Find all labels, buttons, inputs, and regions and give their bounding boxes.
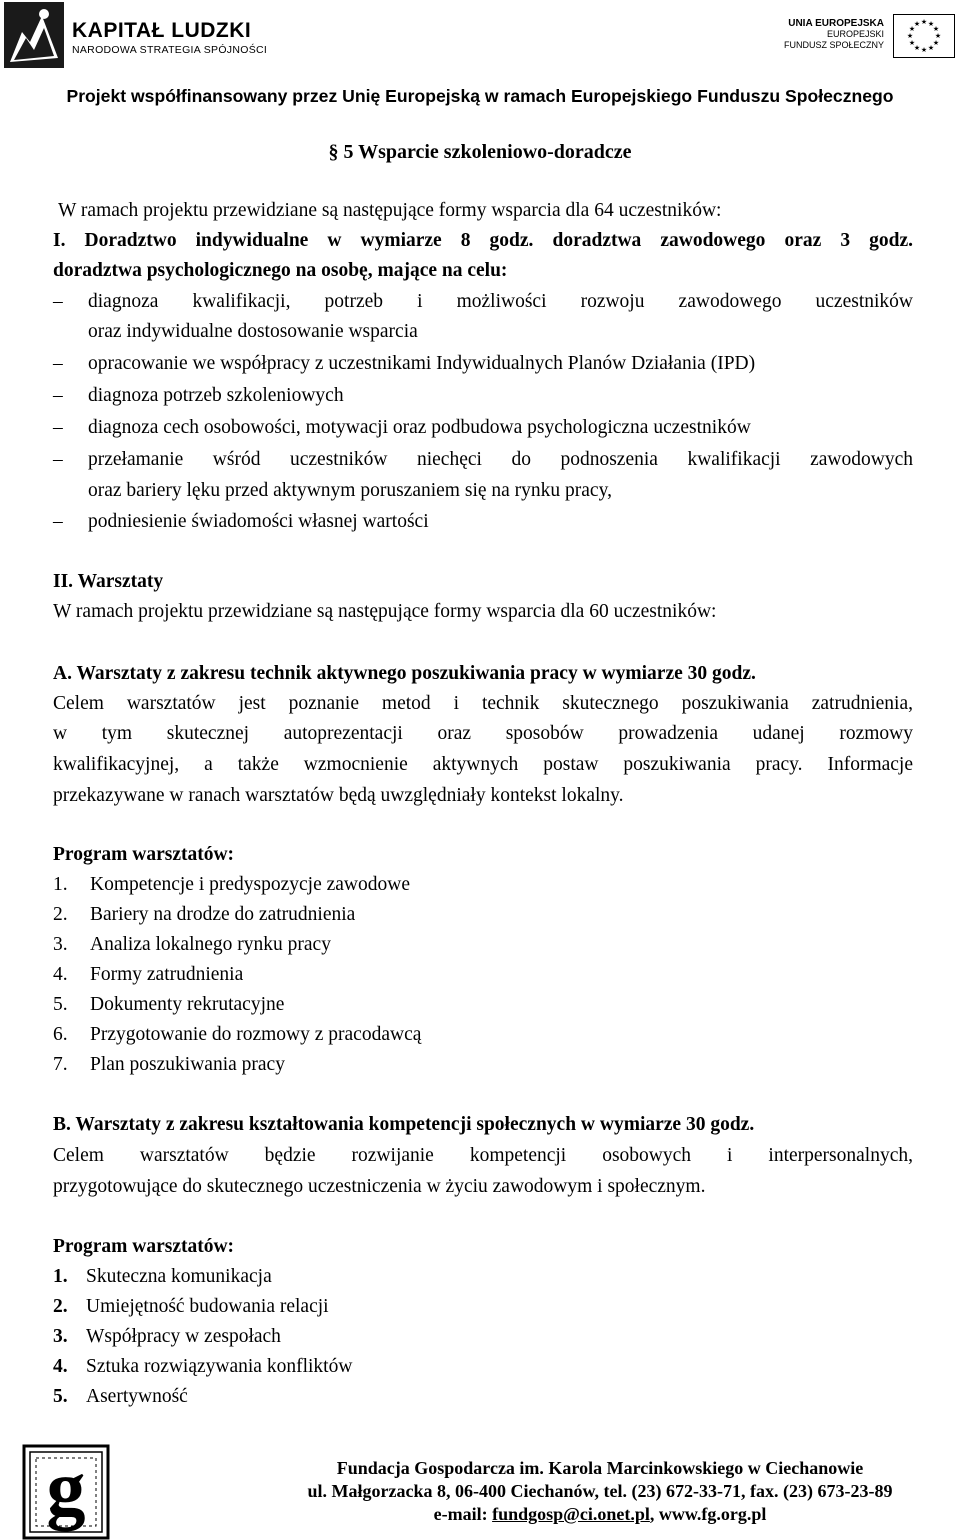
dash-bullet: – [53, 353, 63, 374]
program-a-num: 6. [53, 1024, 68, 1045]
kapital-ludzki-logo [4, 2, 64, 68]
workshop-a-para-line2: w tym skutecznej autoprezentacji oraz sposobów prowadzenia udanej rozmowy [53, 723, 913, 744]
program-b-item: Skuteczna komunikacja [86, 1266, 272, 1287]
workshop-a-program-title: Program warsztatów: [53, 844, 235, 865]
part2-heading: II. Warsztaty [53, 571, 164, 592]
workshop-b-heading: B. Warsztaty z zakresu kształtowania kompetencji społecznych w wymiarze 30 godz. [53, 1114, 755, 1135]
svg-text:★: ★ [913, 44, 921, 52]
program-b-num: 5. [53, 1386, 68, 1407]
workshop-a-para-line1: Celem warsztatów jest poznanie metod i technik skutecznego poszukiwania zatrudnienia, [53, 693, 913, 714]
kapital-ludzki-subtitle: NARODOWA STRATEGIA SPÓJNOŚCI [72, 44, 268, 56]
program-a-item: Analiza lokalnego rynku pracy [90, 934, 331, 955]
program-a-item: Formy zatrudnienia [90, 964, 244, 985]
workshop-b-program-title: Program warsztatów: [53, 1236, 235, 1257]
dash-bullet: – [53, 417, 63, 438]
svg-text:★: ★ [913, 20, 921, 28]
part1-heading-line1: I. Doradztwo indywidualne w wymiarze 8 godz. doradztwa zawodowego oraz 3 godz. [53, 230, 913, 251]
footer-address: ul. Małgorzacka 8, 06-400 Ciechanów, tel. (23) 672-33-71, fax. (23) 673-23-89 [307, 1481, 893, 1501]
project-cofinancing-line: Projekt współfinansowany przez Unię Europejską w ramach Europejskiego Funduszu Społecznego [66, 86, 894, 106]
part1-item-6: podniesienie świadomości własnej wartości [88, 511, 429, 532]
kapital-ludzki-title: KAPITAŁ LUDZKI [72, 19, 252, 42]
dash-bullet: – [53, 511, 63, 532]
footer-web-link[interactable]: www.fg.org.pl [658, 1504, 767, 1524]
program-b-num: 4. [53, 1356, 68, 1377]
part1-item-5-line2: oraz bariery lęku przed aktywnym poruszaniem się na rynku pracy, [88, 480, 612, 501]
program-b-num: 1. [53, 1266, 68, 1287]
part1-heading-line2: doradztwa psychologicznego na osobę, mające na celu: [53, 260, 508, 281]
footer-separator: , [649, 1504, 659, 1524]
program-a-item: Przygotowanie do rozmowy z pracodawcą [90, 1024, 422, 1045]
svg-text:★: ★ [927, 20, 935, 28]
workshop-b-para-line2: przygotowujące do skutecznego uczestniczenia w życiu zawodowym i społecznym. [53, 1176, 706, 1197]
program-a-item: Kompetencje i predyspozycje zawodowe [90, 874, 410, 895]
svg-text:★: ★ [920, 18, 928, 26]
eu-flag-icon [893, 14, 955, 58]
footer-contact [240, 1503, 960, 1525]
svg-text:★: ★ [932, 25, 940, 33]
program-a-num: 3. [53, 934, 68, 955]
svg-text:★: ★ [908, 25, 916, 33]
program-a-num: 1. [53, 874, 68, 895]
workshop-b-para-line1: Celem warsztatów będzie rozwijanie kompetencji osobowych i interpersonalnych, [53, 1145, 913, 1166]
part1-item-1-line1: diagnoza kwalifikacji, potrzeb i możliwości rozwoju zawodowego uczestników [88, 291, 913, 312]
eu-line2: EUROPEJSKI [826, 29, 884, 39]
svg-text:★: ★ [932, 39, 940, 47]
part1-item-4: diagnoza cech osobowości, motywacji oraz podbudowa psychologiczna uczestników [88, 417, 751, 438]
program-b-item: Sztuka rozwiązywania konfliktów [86, 1356, 353, 1377]
dash-bullet: – [53, 291, 63, 312]
workshop-a-heading: A. Warsztaty z zakresu technik aktywnego poszukiwania pracy w wymiarze 30 godz. [53, 663, 756, 684]
program-a-num: 2. [53, 904, 68, 925]
workshop-a-para-line3: kwalifikacyjnej, a także wzmocnienie aktywnych postaw poszukiwania pracy. Informacje [53, 754, 913, 775]
program-b-item: Umiejętność budowania relacji [86, 1296, 329, 1317]
workshop-a-para-line4: przekazywane w ranach warsztatów będą uwzględniały kontekst lokalny. [53, 785, 624, 806]
program-a-item: Bariery na drodze do zatrudnienia [90, 904, 356, 925]
footer-email-label: e-mail: [433, 1504, 493, 1524]
program-b-item: Współpracy w zespołach [86, 1326, 281, 1347]
fundacja-logo-icon [22, 1444, 110, 1540]
program-a-item: Dokumenty rekrutacyjne [90, 994, 285, 1015]
part2-intro: W ramach projektu przewidziane są następujące formy wsparcia dla 60 uczestników: [53, 601, 717, 622]
eu-line3: FUNDUSZ SPOŁECZNY [783, 40, 884, 50]
svg-text:★: ★ [927, 44, 935, 52]
program-b-num: 3. [53, 1326, 68, 1347]
svg-text:★: ★ [920, 46, 928, 54]
svg-text:★: ★ [934, 32, 942, 40]
part1-item-3: diagnoza potrzeb szkoleniowych [88, 385, 344, 406]
part1-item-1-line2: oraz indywidualne dostosowanie wsparcia [88, 321, 418, 342]
program-b-num: 2. [53, 1296, 68, 1317]
part1-item-5-line1: przełamanie wśród uczestników niechęci do podnoszenia kwalifikacji zawodowych [88, 449, 913, 470]
section-title: § 5 Wsparcie szkoleniowo-doradcze [328, 141, 632, 163]
intro-text: W ramach projektu przewidziane są następujące formy wsparcia dla 64 uczestników: [58, 200, 722, 221]
dash-bullet: – [53, 449, 63, 470]
program-a-num: 7. [53, 1054, 68, 1075]
footer-org-name: Fundacja Gospodarcza im. Karola Marcinkowskiego w Ciechanowie [336, 1458, 864, 1478]
eu-line1: UNIA EUROPEJSKA [788, 18, 884, 29]
program-a-num: 5. [53, 994, 68, 1015]
program-a-num: 4. [53, 964, 68, 985]
footer-email-link[interactable]: fundgosp@ci.onet.pl [492, 1504, 650, 1524]
svg-text:★: ★ [906, 32, 914, 40]
eu-text [784, 18, 884, 51]
program-b-item: Asertywność [86, 1386, 188, 1407]
dash-bullet: – [53, 385, 63, 406]
program-a-item: Plan poszukiwania pracy [90, 1054, 285, 1075]
svg-text:g: g [46, 1444, 86, 1531]
svg-text:★: ★ [908, 39, 916, 47]
part1-item-2: opracowanie we współpracy z uczestnikami Indywidualnych Planów Działania (IPD) [88, 353, 756, 374]
